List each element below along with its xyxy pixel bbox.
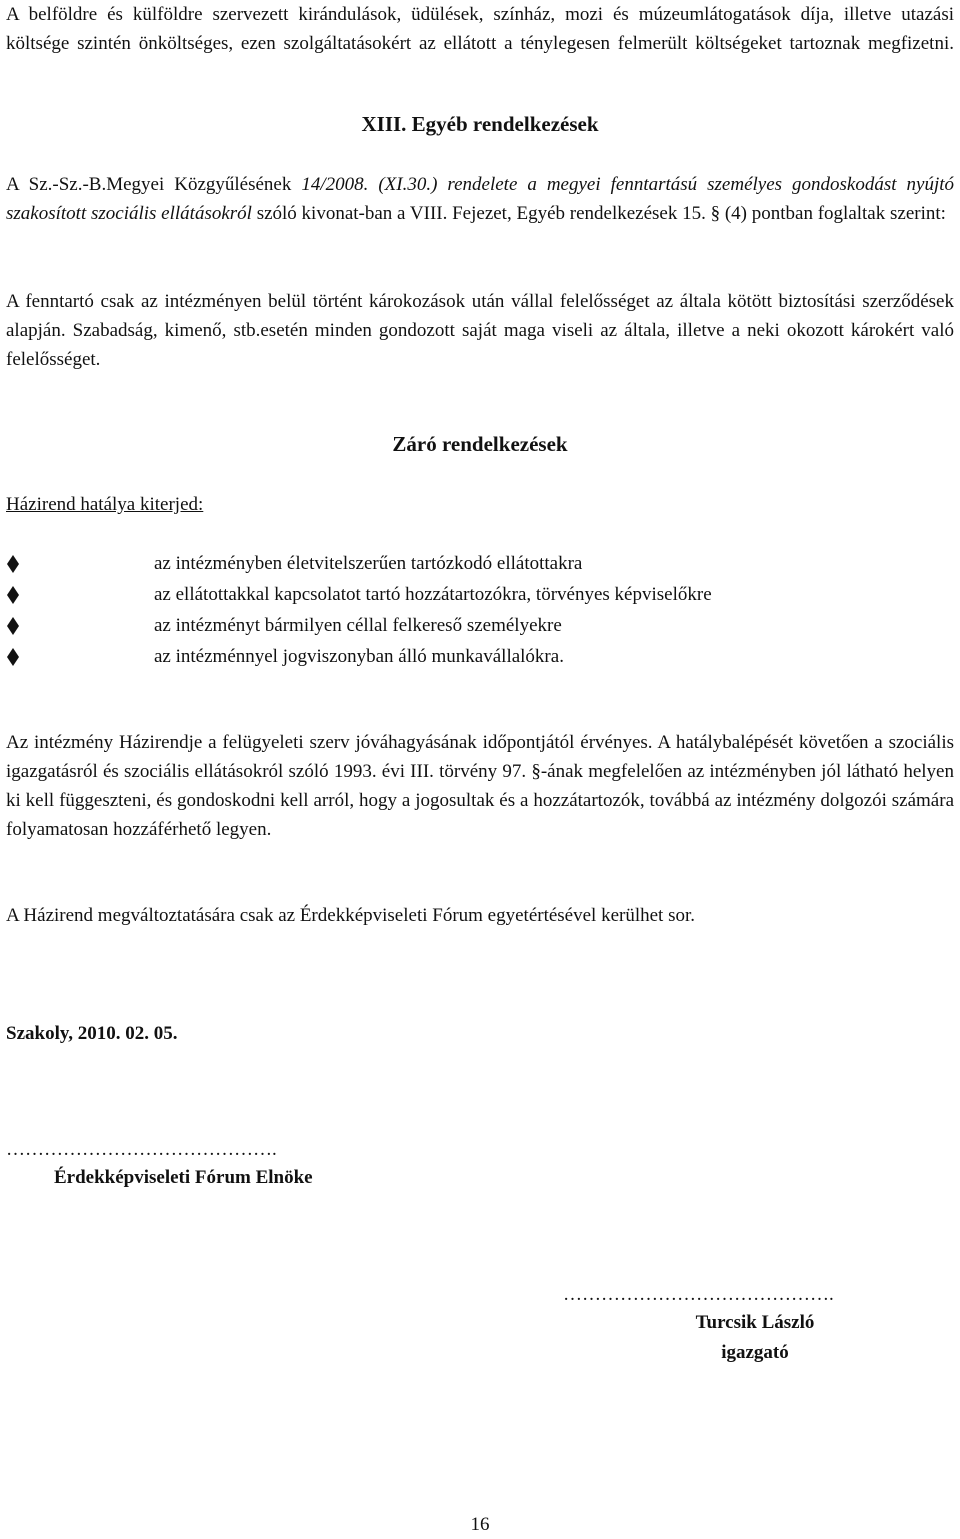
- list-item: [6, 548, 906, 579]
- amendment-paragraph: A Házirend megváltoztatására csak az Érdekképviseleti Fórum egyetértésével kerülhet sor.: [6, 905, 696, 926]
- section-heading-xiii: XIII. Egyéb rendelkezések: [361, 112, 599, 136]
- list-item: [6, 610, 906, 641]
- diamond-bullet-icon: [6, 585, 20, 605]
- left-signature-line: …………………………………….: [6, 1139, 277, 1160]
- rule-reference-paragraph: [6, 170, 954, 228]
- left-signature-title: Érdekképviseleti Fórum Elnöke: [54, 1167, 313, 1188]
- page-number: 16: [470, 1514, 490, 1535]
- rule-reference-italic: 14/2008. (XI.30.) rendelete a megyei fenntartású személyes gondoskodást nyújtó szakosított szociális ellátásokról: [6, 174, 954, 224]
- place-date: Szakoly, 2010. 02. 05.: [6, 1023, 178, 1044]
- list-item-text: az intézményt bármilyen céllal felkereső személyekre: [154, 615, 562, 636]
- diamond-bullet-icon: [6, 616, 20, 636]
- scope-list: [6, 548, 906, 672]
- intro-paragraph: A belföldre és külföldre szervezett kirándulások, üdülések, színház, mozi és múzeumlátogatások díja, illetve utazási költsége szintén önköltséges, ezen szolgáltatásokért az ellátott a ténylegesen felmerült költségeket tartoznak megfizetni.: [6, 4, 954, 54]
- rule-reference-end: szóló kivonat-ban a VIII. Fejezet, Egyéb rendelkezések 15. § (4) pontban foglaltak szerint:: [251, 203, 946, 224]
- closing-heading: Záró rendelkezések: [392, 432, 568, 456]
- diamond-bullet-icon: [6, 554, 20, 574]
- list-item: [6, 579, 906, 610]
- diamond-bullet-icon: [6, 647, 20, 667]
- list-item: [6, 641, 906, 672]
- list-item-text: az ellátottakkal kapcsolatot tartó hozzátartozókra, törvényes képviselőkre: [154, 584, 712, 605]
- rule-reference-start: A Sz.-Sz.-B.Megyei Közgyűlésének: [6, 174, 302, 195]
- list-item-text: az intézménnyel jogviszonyban álló munkavállalókra.: [154, 646, 564, 667]
- list-item-text: az intézményben életvitelszerűen tartózkodó ellátottakra: [154, 553, 583, 574]
- scope-label: Házirend hatálya kiterjed:: [6, 494, 204, 515]
- right-signature-title: igazgató: [721, 1342, 789, 1363]
- right-signature-line: …………………………………….: [563, 1284, 834, 1305]
- validity-paragraph: Az intézmény Házirendje a felügyeleti szerv jóváhagyásának időpontjától érvényes. A hatálybalépését követően a szociális igazgatásról és szociális ellátásokról szóló 1993. évi III. törvény 97. §-ának megfelelően az intézményben jól látható helyen ki kell függeszteni, és gondoskodni kell arról, hogy a jogosultak és a hozzátartozók, továbbá az intézmény dolgozói számára folyamatosan hozzáférhető legyen.: [6, 732, 954, 840]
- right-signature-name: Turcsik László: [695, 1312, 815, 1333]
- liability-paragraph: A fenntartó csak az intézményen belül történt károkozások után vállal felelősséget az általa kötött biztosítási szerződések alapján. Szabadság, kimenő, stb.esetén minden gondozott saját maga viseli az általa, illetve a neki okozott károkért való felelősséget.: [6, 291, 954, 370]
